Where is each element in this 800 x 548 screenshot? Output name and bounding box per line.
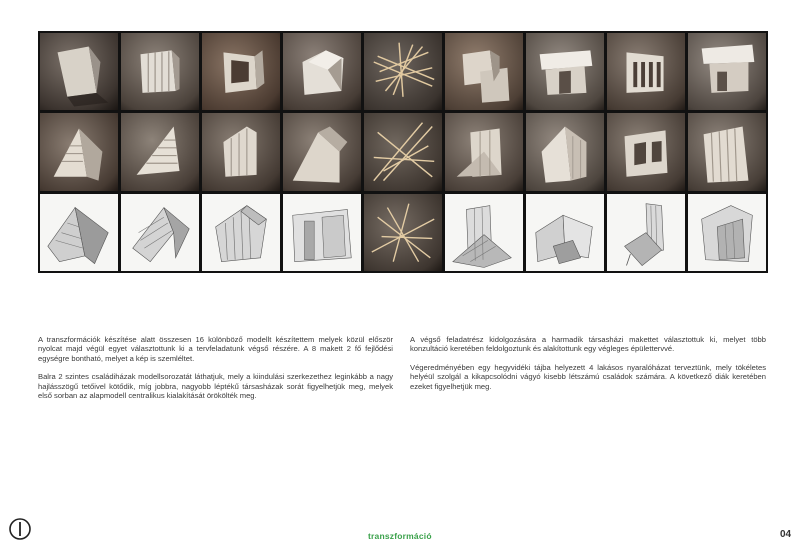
- model-photo: [364, 33, 442, 110]
- model-render: [283, 194, 361, 271]
- model-photo: [688, 113, 766, 190]
- model-render: [121, 194, 199, 271]
- model-photo: [526, 33, 604, 110]
- model-photo: [283, 33, 361, 110]
- paragraph: Végeredményében egy hegyvidéki tájba helyezett 4 lakásos nyaralóházat terveztünk, mely tökéletes helyéül szolgál a kikapcsolódni vágyó kisebb létszámú családok számára. A következő diák keretében ezeket figyelhetjük meg.: [410, 362, 766, 391]
- model-photo: [688, 33, 766, 110]
- logo-icon: [8, 517, 32, 541]
- description-right: [410, 335, 766, 400]
- description-left: [38, 335, 393, 409]
- model-render: [526, 194, 604, 271]
- model-photo: [526, 113, 604, 190]
- paragraph: A transzformációk készítése alatt összesen 16 különböző modellt készítettem melyek közül először nyolcat majd végül egyet választottunk ki a tervfeladatunk végső részére. A 8 makett 2 fő fejlődési egységre bontható, melyet a kép is szemléltet.: [38, 335, 393, 363]
- model-photo: [445, 33, 523, 110]
- model-photo: [202, 33, 280, 110]
- model-photo: [40, 33, 118, 110]
- model-photo: [121, 33, 199, 110]
- paragraph: A végső feladatrész kidolgozására a harmadik társasházi makettet választottuk ki, melyet több konzultáció keretében feldolgoztunk és alakítottunk egy végleges épülettervvé.: [410, 335, 766, 354]
- model-photo: [364, 113, 442, 190]
- model-photo: [40, 113, 118, 190]
- model-photo: [121, 113, 199, 190]
- model-photo: [607, 33, 685, 110]
- model-photo: [445, 113, 523, 190]
- model-render: [40, 194, 118, 271]
- model-render: [688, 194, 766, 271]
- model-render: [607, 194, 685, 271]
- model-gallery: [38, 31, 768, 273]
- model-photo: [202, 113, 280, 190]
- paragraph: Balra 2 szintes családiházak modellsorozatát láthatjuk, mely a kiindulási szerkezethez leginkább a nagy hajlásszögű tetőivel kötődik, míg jobbra, nagyobb léptékű társasházak sorát figyelhetjük meg, melyek első sorban az alapmodell centralikus kialakítását örökölték meg.: [38, 372, 393, 401]
- page-number: 04: [780, 529, 792, 540]
- model-photo: [283, 113, 361, 190]
- model-photo: [607, 113, 685, 190]
- footer-title: transzformáció: [368, 531, 432, 541]
- model-render: [445, 194, 523, 271]
- model-render: [202, 194, 280, 271]
- model-photo: [364, 194, 442, 271]
